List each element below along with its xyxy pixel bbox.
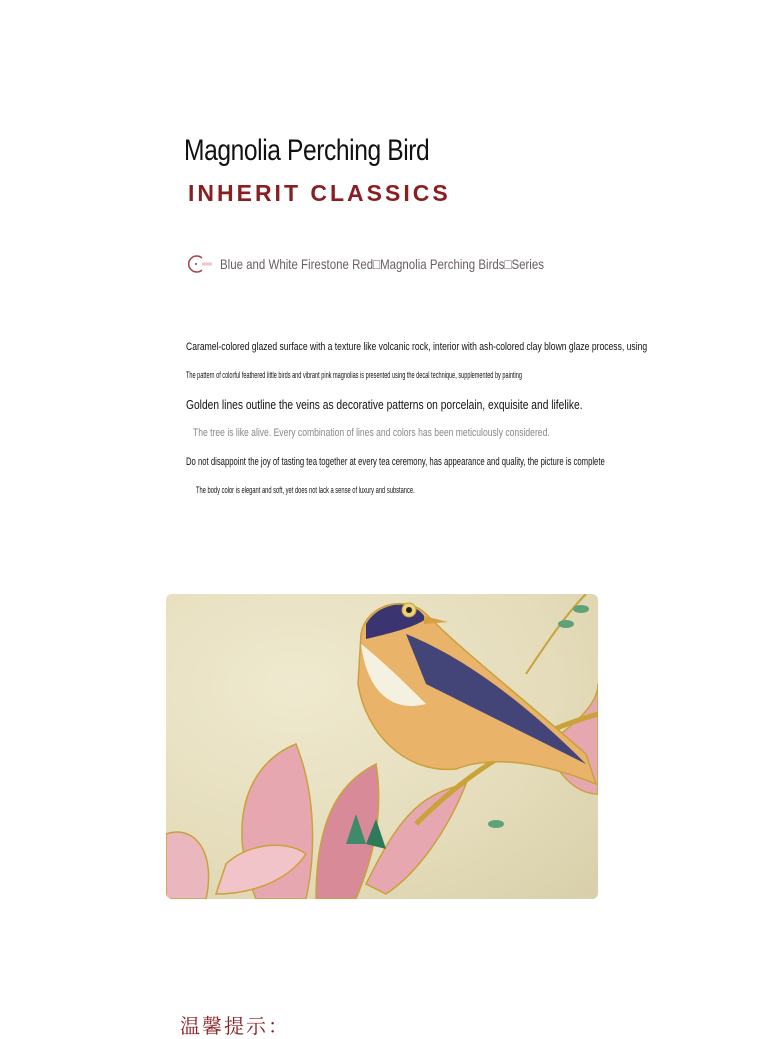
bird — [358, 603, 596, 784]
description-line: Golden lines outline the veins as decorative patterns on porcelain, exquisite and lifelike. — [186, 398, 583, 412]
description-line: Do not disappoint the joy of tasting tea together at every tea ceremony, has appearance and quality, the picture is complete — [186, 456, 605, 468]
description-line: The tree is like alive. Every combination of lines and colors has been meticulously considered. — [193, 427, 550, 439]
description-line: The pattern of colorful feathered little birds and vibrant pink magnolias is presented using the decal technique, supplemented by painting — [186, 370, 522, 380]
series-label — [188, 254, 615, 274]
page-title: Magnolia Perching Bird — [184, 134, 430, 167]
page-subtitle: INHERIT CLASSICS — [188, 180, 451, 206]
product-photo-bird-magnolia — [166, 594, 598, 899]
circle-swirl-icon — [188, 254, 212, 274]
description-line: The body color is elegant and soft, yet does not lack a sense of luxury and substance. — [196, 485, 415, 495]
description-line: Caramel-colored glazed surface with a texture like volcanic rock, interior with ash-colored clay blown glaze process, using — [186, 341, 648, 353]
warm-tip-heading: 温馨提示： — [180, 1016, 290, 1038]
series-text: Blue and White Firestone Red□Magnolia Perching Birds□Series — [220, 256, 544, 272]
